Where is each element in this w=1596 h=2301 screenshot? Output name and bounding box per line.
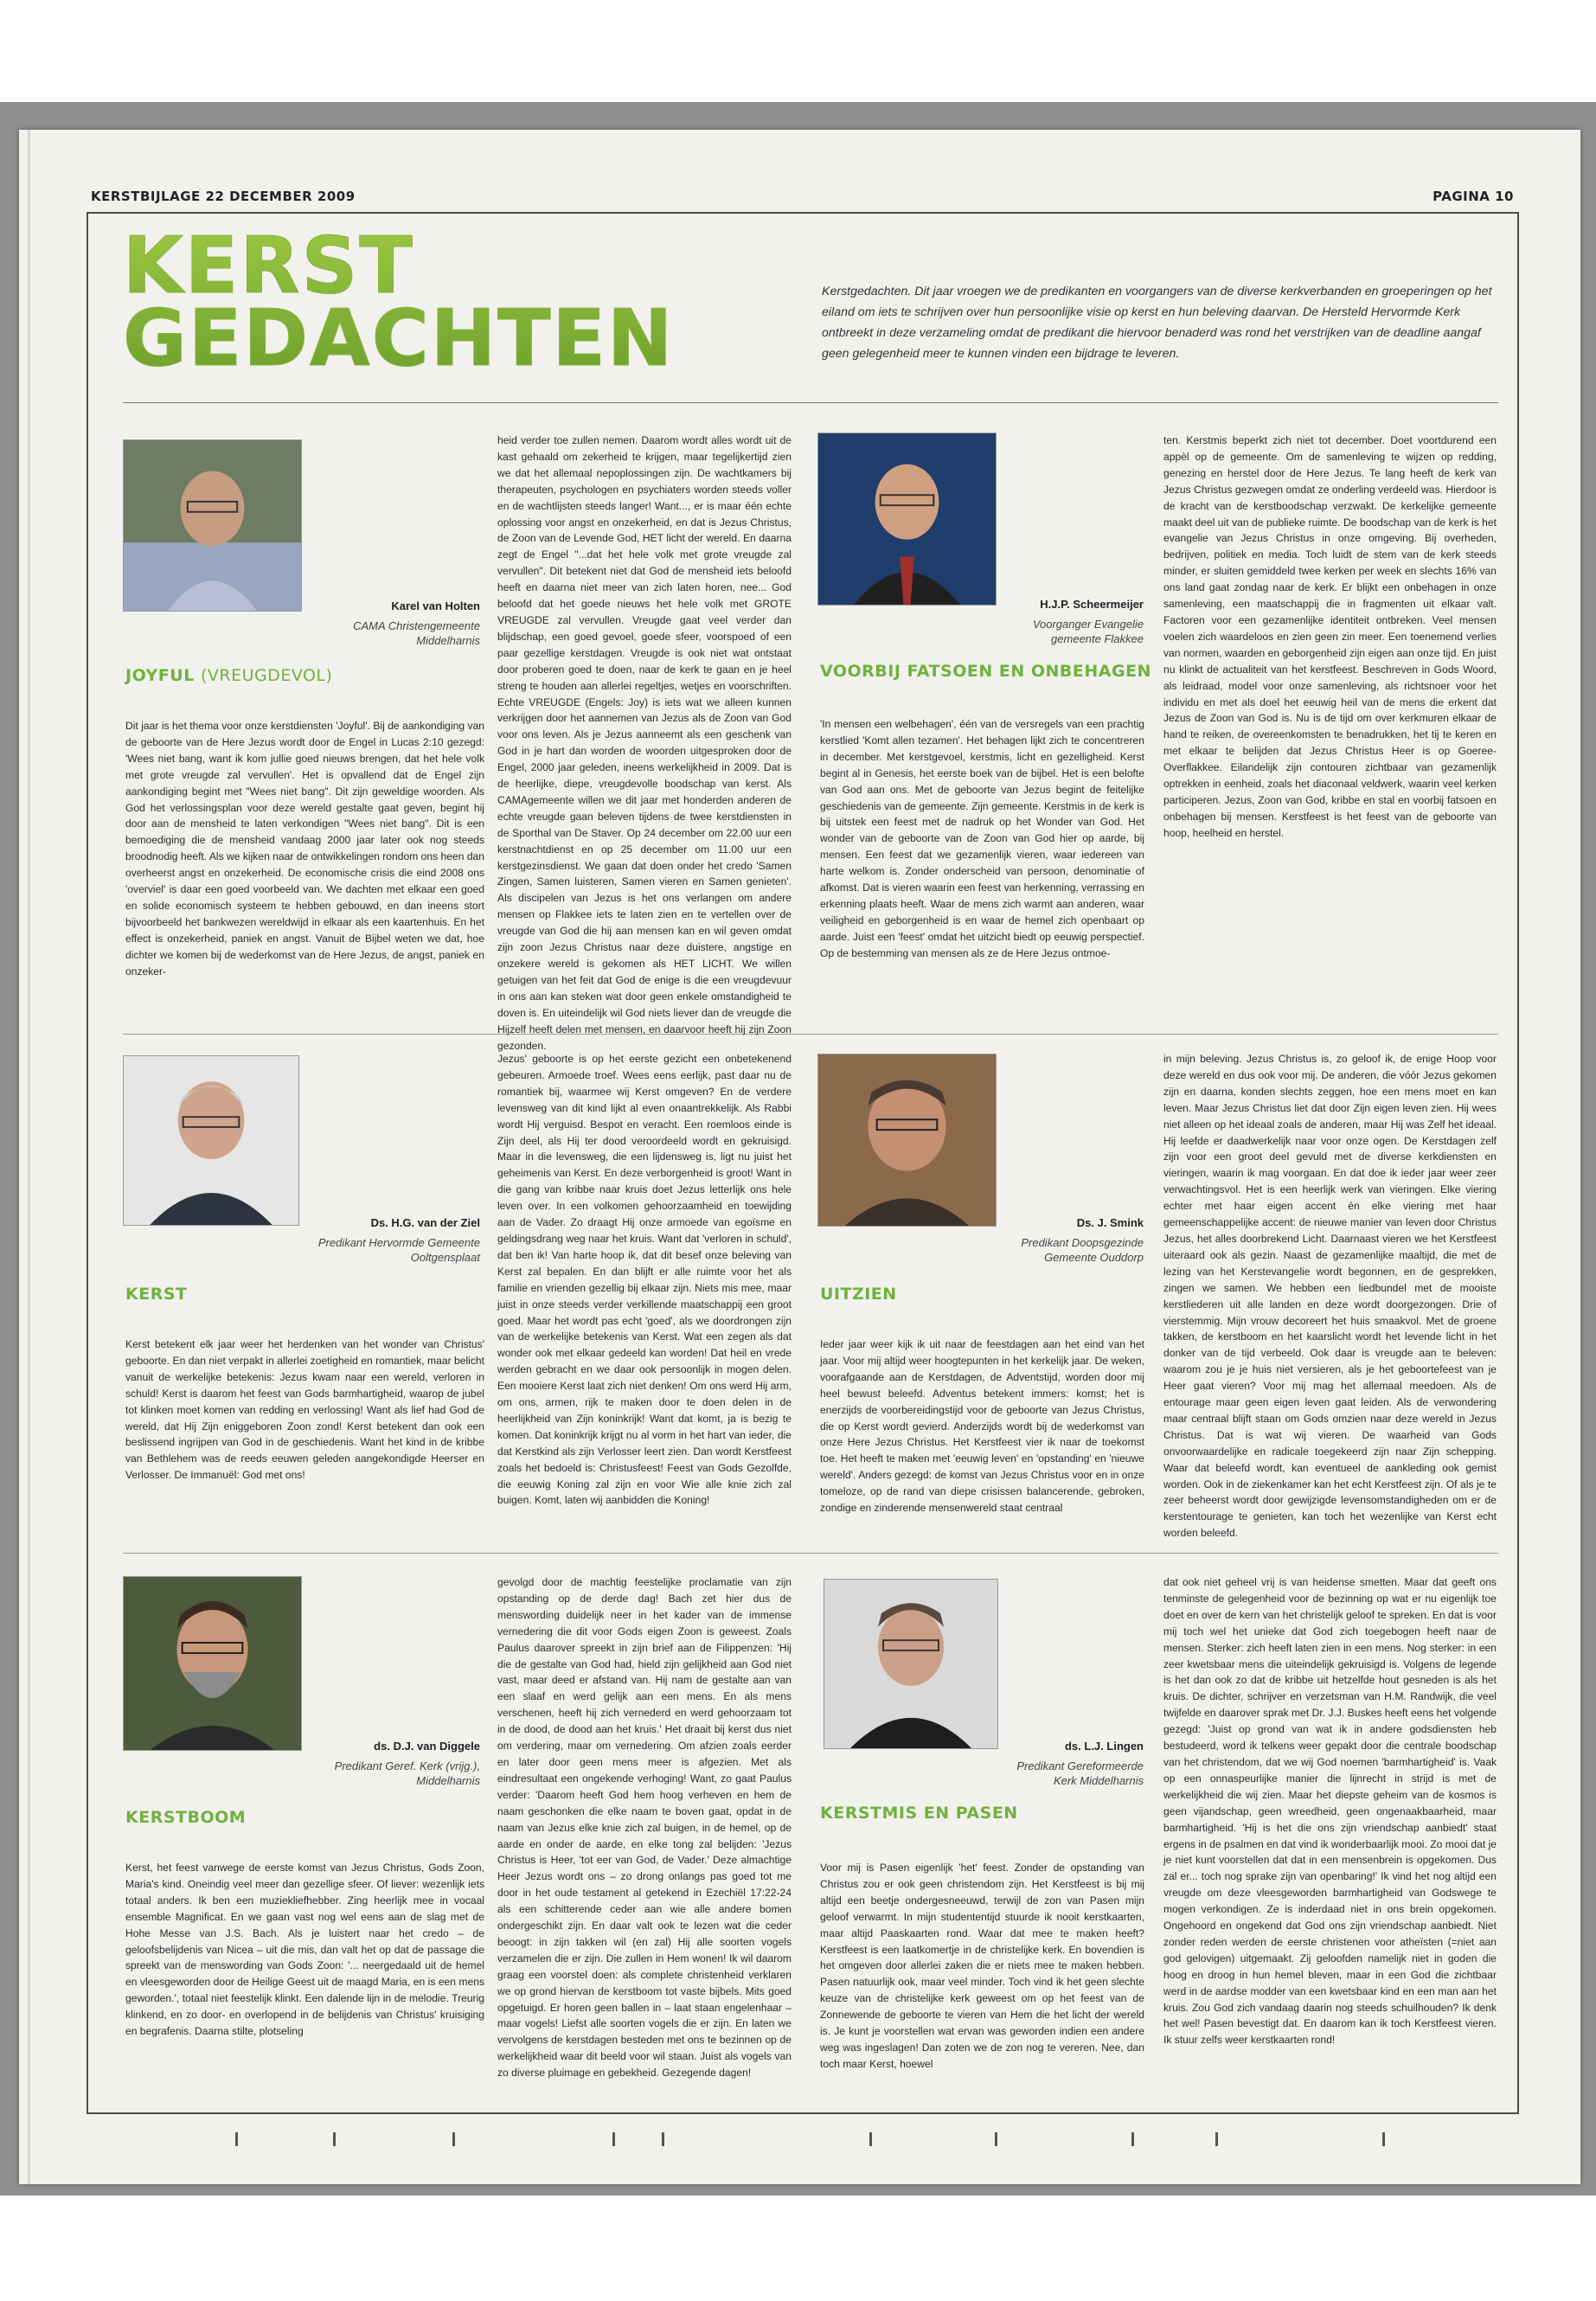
article-column-uitzien-2: in mijn beleving. Jezus Christus is, zo geloof ik, de enige Hoop voor deze wereld en dus ook voor mij. De anderen, die vóór Jezus gekomen zijn en daarna, konden slechts zeggen, hoe een mens moet en kan leven. Maar Jezus Christus liet dat door Zijn eigen leven zien. Hij wees niet alleen op het ideaal zoals de anderen, maar Hij was Zelf het ideaal. Hij leefde er daadwerkelijk naar voor onze ogen. De Kerstdagen zelf zijn voor een groot deel gevuld met de diverse kerkdiensten en vieringen, waarin ik mag voorgaan. En dat doe ik ieder jaar weer zeer verwachtingsvol. Het is een heerlijk werk van vieringen. Elke viering echter met haar eigen accent én elke viering met haar gemeenschappelijke accent: de nieuwe manier van leven door Christus Jezus, het alles doorbrekend Licht. Daarnaast vieren we het Kerstfeest uiteraard ook als gezin. Naast de gezamenlijke maaltijd, die met de lezing van het Kerstevangelie wordt begonnen, en de gesprekken, zingen we samen. We hebben een liedbundel met de mooiste kerstliederen uit alle landen en deze wordt doorgezongen. Drie of vierstemmig. Mijn vrouw decoreert het huis smaakvol. Met de groene takken, de kerstboom en het kaarslicht wordt het levende licht in het donker van de tijd verbeeld. Ook daar is vreugde aan te beleven: waarom zou je je huis niet versieren, als je het geboortefeest van je Heer gaat vieren? Voor mij mag het allemaal meedoen. Als de entourage maar geen eigen leven gaat leiden. Als de verwondering maar centraal blijft staan om Gods omzien naar deze wereld in Jezus Christus. Dat is wat wij vieren. De waarheid van Gods onvoorwaardelijke en radicale toegekeerd zijn naar Zijn schepping. Waar dat beleefd wordt, kan eventueel de aankleding ook gemist worden. Ook in de ziekenkamer kan het echt Kerstfeest zijn. Of als je te zeer beheerst wordt door gewijzigde levensomstandigheden om er de kerstentourage te genieten, kan toch het wezenlijke van Kerst echt worden beleefd. (1163, 1053, 1497, 1540)
section-heading-kerst: KERST (125, 1285, 188, 1304)
section-subtitle: (VREUGDEVOL) (200, 666, 333, 685)
section-heading-kerstmis-en-pasen: KERSTMIS EN PASEN (820, 1804, 1018, 1823)
author-name: ds. D.J. van Diggele (374, 1740, 480, 1753)
section-heading-joyful (125, 666, 332, 685)
author-role: Predikant Doopsgezinde Gemeente Ouddorp (1021, 1236, 1144, 1264)
portrait-photo-scheermeijer (817, 433, 997, 606)
article-column-kerstboom-1: Kerst, het feest vanwege de eerste komst van Jezus Christus, Gods Zoon, Maria's kind. Oneindig veel meer dan gezellige sfeer. Of liever: wezenlijk iets totaal anders. Ik ben een muziekliefhebber. Zing heerlijk mee in vocaal ensemble Magnificat. En we gaan vast nog wel eens aan de slag met de Hohe Messe van J.S. Bach. Als je luistert naar het credo – de geloofsbelijdenis van Nicea – uit die mis, dan valt het op dat de passage die spreekt van de menswording van Gods Zoon: '... neergedaald uit de hemel en vleesgeworden door de Heilige Geest uit de maagd Maria, en is een mens geworden.', totaal niet feestelijk klinkt. Een dalende lijn in de melodie. Treurig klinkend, en zo door- en overlopend in de belijdenis van Christus' kruisiging en begrafenis. Daarna stilte, plotseling (125, 1862, 484, 2038)
author-role: CAMA Christengemeente Middelharnis (353, 619, 480, 647)
author-block-karel-van-holten (311, 599, 480, 648)
article-column-fatsoen-2: ten. Kerstmis beperkt zich niet tot december. Doet voortdurend een appèl op de gemeente. Om de samenleving te wijzen op redding, genezing en herstel door de Here Jezus. Te lang heeft de kerk van Jezus Christus gezwegen omdat ze onderling verdeeld was. Hierdoor is de kracht van de kerstboodschap verzwakt. De kerkelijke gemeente maakt deel uit van de publieke ruimte. De boodschap van de kerk is het evangelie van Jezus Christus in onze omgeving. Bij overheden, bedrijven, politiek en media. Toch luidt de stem van de kerk steeds minder, er sluiten gemiddeld twee kerken per week en slechts 16% van ons land gaat zondag naar de kerk. Er blijkt een onbehagen in onze samenleving, een maatschappij die in fragmenten uit elkaar valt. Factoren voor een gezamenlijke identiteit ontbreken. Veel mensen voelen zich waardeloos en zien geen zin meer. Een toenemend verlies van normen, waarden en geborgenheid zijn eigen aan onze tijd. En juist nu klinkt de actualiteit van het kerstfeest. Beschreven in Gods Woord, als leidraad, model voor onze samenleving, als richtsnoer voor het individu en met als doel het eeuwig heil van de mens die erkent dat Jezus de Zoon van God is. Nu is de tijd om over kerkmuren elkaar de hand te reiken, de overeenkomsten te benadrukken, het tij te keren en met elkaar te belijden dat Jezus Christus Heer is op Goeree-Overflakkee. Eilandelijk zijn contouren zichtbaar van gezamenlijk optrekken in eenheid, zoals het diaconaal veldwerk, waarin veel kerken participeren. Jezus, Zoon van God, kribbe en stal en voorbij fatsoen en onbehagen bij mensen. Kerstfeest is het feest van de geboorte van hoop, heelheid en herstel. (1163, 434, 1497, 839)
article-column-uitzien-1: Ieder jaar weer kijk ik uit naar de feestdagen aan het eind van het jaar. Voor mij altijd weer hoogtepunten in het kerkelijk jaar. De weken, voorafgaande aan de Kerstdagen, de Adventstijd, worden door mij heel bewust beleefd. Adventus betekent immers: komst; het is enerzijds de voorbereidingstijd voor de geboorte van Jezus Christus, die op Kerst wordt gevierd. Anderzijds wordt bij de wederkomst van onze Here Jezus Christus. Het Kerstfeest vier ik naar de toekomst toe. Het heeft te maken met 'eeuwig leven' en 'opstanding' en 'nieuwe wereld'. Anders gezegd: de komst van Jezus Christus voor en in onze tomeloze, op de rand van diepe crisissen balancerende, gebroken, zondige en zinderende mensenwereld staat centraal (820, 1338, 1144, 1515)
author-block-smink (1003, 1215, 1144, 1265)
author-role: Predikant Geref. Kerk (vrijg.), Middelharnis (334, 1759, 480, 1787)
author-role: Predikant Hervormde Gemeente Ooltgensplaat (317, 1236, 480, 1264)
section-heading-voorbij-fatsoen: VOORBIJ FATSOEN EN ONBEHAGEN (820, 662, 1151, 681)
author-role: Voorganger Evangelie gemeente Flakkee (1032, 618, 1144, 645)
header-divider (123, 402, 1498, 403)
binding-marks (0, 2132, 1596, 2158)
portrait-photo-smink (817, 1054, 997, 1227)
author-name: Karel van Holten (391, 599, 480, 612)
author-role: Predikant Gereformeerde Kerk Middelharnis (1016, 1759, 1144, 1787)
article-column-fatsoen-1: 'In mensen een welbehagen', één van de versregels van een prachtig kerstlied 'Komt allen tezamen'. Het behagen lijkt zich te concentreren in december. Met kerstgevoel, kerstmis, licht en gezelligheid. Kerst begint al in Genesis, het eerste boek van de bijbel. Het is een belofte van God aan ons. Met de geboorte van Jezus begint de feitelijke geschiedenis van de gemeente. Zijn gemeente. Kerstmis in de kerk is bij uitstek een feest met de nadruk op het Wonder van God. Het wonder van de geboorte van de Zoon van God hier op aarde, bij mensen. Een feest dat we gezamenlijk vieren, waar iedereen van harte welkom is. Zonder onderscheid van persoon, denominatie of afkomst. Dat is vieren waarin een feest van herkenning, verrassing en erkenning plaats heeft. Waar de mens zich warmt aan anderen, waar veiligheid en geborgenheid is en waar de hemel zich openbaart op aarde. Juist een 'feest' omdat het uitzicht biedt op eeuwig perspectief. Op de bestemming van mensen als ze de Here Jezus ontmoe- (820, 718, 1144, 959)
author-name: H.J.P. Scheermeijer (1040, 598, 1144, 611)
portrait-photo-van-diggele (123, 1576, 302, 1751)
running-head (91, 189, 1514, 208)
article-column-pasen-1: Voor mij is Pasen eigenlijk 'het' feest. Zonder de opstanding van Christus zou er ook geen christendom zijn. Het Kerstfeest is bij mij altijd een beetje ondergesneeuwd, terwijl de zon van Pasen mijn geloof verwarmt. In mijn studententijd stuurde ik nooit kerstkaarten, maar altijd Paaskaarten rond. Waar dat mee te maken heeft? Kerstfeest is een laatkomertje in de christelijke kerk. En bovendien is het omgeven door allerlei zaken die er niets mee te maken hebben. Pasen natuurlijk ook, maar veel minder. Toch vind ik het geen slechte keuze van de christelijke kerk geweest om op het feest van de Zonnewende de geboorte te vieren van Hem die het licht der wereld is. Je kunt je voorstellen wat ervan was geworden indien een andere weg was ingeslagen! Dan zoten we de zon nog te vereren. Nee, dan toch maar Kerst, hoewel (820, 1862, 1144, 2070)
article-column-kerstboom-2: gevolgd door de machtig feestelijke proclamatie van zijn opstanding op de derde dag! Bach zet hier dus de menswording duidelijk neer in het kader van de immense vernedering die dit voor Gods eigen Zoon is geweest. Zoals Paulus daarover spreekt in zijn brief aan de Filippenzen: 'Hij die de gestalte van God had, hield zijn gelijkheid aan God niet vast, maar deed er afstand van. Hij nam de gestalte aan van een slaaf en werd gelijk aan een mens. En als mens verschenen, heeft hij zich vernederd en werd gehoorzaam tot in de dood, de dood aan het kruis.' Het draait bij kerst dus niet om verdering, maar om vernedering. Om afzien zoals eerder en later door geen mens meer is afgezien. Met als eindresultaat een ongekende verhoging! Want, zo gaat Paulus verder: 'Daarom heeft God hem hoog verheven en hem de naam geschonken die elke naam te boven gaat, opdat in de naam van Jezus elke knie zich zal buigen, in de hemel, op de aarde en onder de aarde, en elke tong zal belijden: 'Jezus Christus is Heer, 'tot eer van God, de Vader.' Deze almachtige Heer Jezus wordt ons – zo drong onlangs pas goed tot me door in het oude testament al getekend in Ezechiël 17:22-24 als een schitterende ceder aan wie alle andere bomen ondergeschikt zijn. En daar valt ook te lezen wat die ceder beoogt: in zijn takken wil (en zal) Hij alle soorten vogels verzamelen die er zijn. Die zullen in Hem wonen! Ik wil daarom graag een voorstel doen: als complete christenheid verklaren we op grond hiervan de kerstboom tot vaste bijbels. Mits goed opgetuigd. Er horen geen ballen in – laat staan engelenhaar – maar vogels! Liefst alle soorten vogels die er zijn. En laten we vervolgens de kerstdagen besteden met ons te bezinnen op de werkelijkheid waar dit beeld voor wil staan. Juist als vogels van zo diverse pluimage en gebekheid. Gezegende dagen! (497, 1576, 792, 2080)
article-column-pasen-2: dat ook niet geheel vrij is van heidense smetten. Maar dat geeft ons tenminste de gelegenheid voor de bezinning op wat er nu eigenlijk toe doet en over de kern van het christelijk geloof te spreken. En dat is voor mij toch wel het unieke dat God zich toegebogen heeft naar de mensen. Sterker: zich heeft laten zien in een mens. Nog sterker: in een zeer kwetsbaar mens die uiteindelijk gekruisigd is. Volgens de legende is het dan ook zo dat de kribbe uit hetzelfde hout gesneden is als het kruis. De dichter, schrijver en verzetsman van H.M. Randwijk, die veel twijfelde en daarover sprak met Dr. J.J. Buskes heeft eens het volgende gezegd: 'Juist op grond van wat ik in andere godsdiensten heb bestudeerd, word ik telkens weer gepakt door die centrale boodschap van het christendom, dat we wij God noemen 'barmhartigheid' is. Vaak op een onnaspeurlijke manier die lijnrecht in strijd is met de werkelijkheid die wij zien. Maar het diepste geheim van de kosmos is geen vijandschap, geen wreedheid, geen ongenaakbaarheid, maar barmhartigheid. 'Hij is het die ons zijn vriendschap aanbiedt' staat ergens in de psalmen en dat vind ik wonderbaarlijk mooi. Zo mooi dat je je niet kunt voorstellen dat dat in een mensenbrein is opgekomen. Dus zal er... toch nog sprake zijn van openbaring!' Ik vind het nog altijd een vreugde om deze vleesgeworden barmhartigheid van Godswege te mogen verkondigen. Ze is inderdaad niet in ons brein opgekomen. Ongehoord en ongekend dat God ons zijn vriendschap aanbiedt. Niet zonder reden werden de eerste christenen voor atheïsten (=niet aan god gelovigen) uitgemaakt. Zij geloofden namelijk niet in goden die hoog en droog in hun hemel bleven, maar in een God die zichtbaar werd in de aardse modder van een kwetsbaar kind en een man aan het kruis. Zou God zich vandaag daarin nog steeds schuilhouden? Ik denk het wel! Pasen bevestigt dat. En daarom kan ik toch Kerstfeest vieren. Ik stuur zelfs weer kerstkaarten rond! (1163, 1576, 1497, 2047)
article-column-kerst-2: Jezus' geboorte is op het eerste gezicht een onbetekenend gebeuren. Armoede troef. Wees eens eerlijk, past daar nu de romantiek bij, waarmee wij Kerst omgeven? En de verdere levensweg van dit kind lijkt al even onaantrekkelijk. Als Rabbi wordt Hij verguisd. Bespot en veracht. Een roemloos einde is Zijn deel, als Hij ter dood veroordeeld wordt en gekruisigd. Maar in die levensweg, die een lijdensweg is, ligt nu juist het geheimenis van Kerst. En deze verborgenheid is groot! Want in die gang van kribbe naar kruis doet Jezus letterlijk ons hele leven over. In een volkomen gehoorzaamheid en toewijding aan de Vader. Zo draagt Hij onze armoede van egoïsme en geldingsdrang weg naar het kruis. Want dat 'verloren in schuld', dat ben ik! Van harte hoop ik, dat dit besef onze beleving van Kerst zal bepalen. En dan blijft er alle ruimte voor het als familie en vrienden gezellig bij elkaar zijn. Niets mis mee, maar juist in onze steeds verder verkillende maatschappij een groot goed. Maar het wordt pas echt 'goed', als we doordrongen zijn van de werkelijke betekenis van Kerst. Wat een zegen als dat wonder ook met elkaar gedeeld kan worden! Dat heil en vrede werden gebracht en we daar ook persoonlijk in mogen delen. Een mooiere Kerst laat zich niet denken! Om ons werd Hij arm, om ons, armen, rijk te maken door te doen delen in de heerlijkheid van Zijn koninkrijk! Want dat komt, ja is bezig te komen. Dat koninkrijk krijgt nu al vorm in het hart van ieder, die dat Kerstkind als zijn Verlosser leert zien. Dan wordt Kerstfeest zoals het bedoeld is: Christusfeest! Feest van Gods Gezolfde, die eeuwig Koning zal zijn en voor Wie alle knie zich zal buigen. Komt, laten wij aanbidden die Koning! (497, 1053, 792, 1507)
author-block-lingen (1003, 1739, 1144, 1788)
portrait-photo-karel-van-holten (123, 439, 302, 612)
row-divider-2 (123, 1553, 1498, 1554)
section-heading-kerstboom: KERSTBOOM (125, 1808, 247, 1827)
headline-line-2: GEDACHTEN (123, 293, 675, 384)
author-block-scheermeijer (1003, 597, 1144, 646)
author-name: ds. L.J. Lingen (1064, 1740, 1144, 1753)
supplement-date: KERSTBIJLAGE 22 DECEMBER 2009 (91, 189, 356, 204)
section-heading-uitzien: UITZIEN (820, 1285, 897, 1304)
portrait-photo-lingen (824, 1579, 998, 1749)
page-number: PAGINA 10 (1433, 189, 1514, 204)
author-name: Ds. J. Smink (1076, 1216, 1144, 1229)
headline-line-1: KERST (123, 221, 414, 311)
author-block-van-diggele (311, 1739, 480, 1788)
article-column-kerst-1: Kerst betekent elk jaar weer het herdenken van het wonder van Christus' geboorte. En dan niet verpakt in allerlei zoetigheid en romantiek, maar belicht vanuit de werkelijke betekenis: Jezus kwam naar een wereld, verloren in schuld! Kerst is daarom het feest van Gods barmhartigheid, waarop de jubel tot klinken moet komen van redding en verlossing! Want als lief had God de wereld, dat Hij Zijn eniggeboren Zoon zond! Kerst betekent dan ook een beslissend ingrijpen van God in de geschiedenis. Want het kind in de kribbe van Bethlehem was de reeds eeuwen geleden aangekondigde Heerser en Verlosser. De Immanuël: God met ons! (125, 1338, 484, 1482)
section-title: JOYFUL (125, 666, 195, 685)
article-column-joyful-2: heid verder toe zullen nemen. Daarom wordt alles wordt uit de kast gehaald om zekerheid te krijgen, maar tegelijkertijd zien we dat het allemaal nepoplossingen zijn. De wachtkamers bij therapeuten, psychologen en psychiaters worden steeds voller en de wachtlijsten steeds langer! Want..., er is maar één echte oplossing voor angst en onzekerheid, en dat is Jezus Christus, de Zoon van de Levende God, HET licht der wereld. En daarna zegt de Engel "...dat het hele volk met grote vreugde zal vervullen". Dit betekent niet dat God de mensheid iets beloofd heeft en daarna niet meer van zich laten horen, nee... God beloofd dat het goede nieuws het hele volk met GROTE VREUGDE zal vervullen. Vreugde gaat veel verder dan blijdschap, een goed gevoel, goede sfeer, voorspoed of een paar gezellige kerstdagen. Vreugde is ook niet wat ontstaat door proberen goed te doen, naar de kerk te gaan en je heel streng te houden aan allerlei regeltjes, wetjes en voorschriften. Echte VREUGDE (Engels: Joy) is iets wat we alleen kunnen verkrijgen door het aannemen van Jezus als de Zoon van God voor ons leven. Als je Jezus aanneemt als een geschenk van God in je hart dan worden de woorden uitgesproken door de Engel, 2000 jaar geleden, ineens werkelijkheid in 2009. Dat is de heerlijke, diepe, vreugdevolle boodschap van kerst. Als CAMAgemeente willen we dit jaar met honderden anderen de echte vreugde gaan beleven tijdens de twee kerstdiensten in de Sporthal van De Staver. Op 24 december om 22.00 uur een kerstnachtdienst en op 25 december om 11.00 uur een kerstgezinsdienst. We gaan dat doen onder het credo 'Samen Zingen, Samen luisteren, Samen vieren en Samen genieten'. Als discipelen van Jezus is het ons verlangen om andere mensen op Flakkee iets te laten zien en te vertellen over de vreugde van God die hij aan mensen kan en wil geven omdat zijn zoon Jezus Christus naar deze duistere, angstige en onzekere wereld is gekomen als HET LICHT. We willen getuigen van het feit dat God de enige is die een vreugdevuur in ons aan kan steken wat door geen enkele omstandigheid te doven is. En uiteindelijk wil God niets liever dan de vreugde die Hijzelf heeft delen met mensen, en daarvoor heeft hij zijn Zoon gezonden. (497, 434, 792, 1052)
author-name: Ds. H.G. van der Ziel (370, 1216, 480, 1229)
row-divider-1 (123, 1034, 1498, 1035)
intro-text: Kerstgedachten. Dit jaar vroegen we de predikanten en voorgangers van de diverse kerkverbanden en groeperingen op het eiland om iets te schrijven over hun persoonlijke visie op kerst en hun beleving daarvan. De Hersteld Hervormde Kerk ontbreekt in deze verzameling omdat de predikant die hiervoor benaderd was rond het verstrijken van de deadline aangaf geen gelegenheid meer te kunnen vinden een bijdrage te leveren. (822, 285, 1492, 361)
article-column-joyful-1: Dit jaar is het thema voor onze kerstdiensten 'Joyful'. Bij de aankondiging van de geboorte van de Here Jezus wordt door de Engel in Lucas 2:10 gezegd: 'Wees niet bang, want ik kom jullie goed nieuws brengen, dat het hele volk met grote vreugde zal vervullen'. Het is opvallend dat de Engel zijn aankondiging begint met "Wees niet bang". Dit zijn geweldige woorden. Als God het verlossingsplan voor deze wereld gestalte gaat geven, begint hij door aan de mensheid te laten verkondigen "Wees niet bang". Dit is een bemoediging die de mensheid vandaag 2000 jaar later ook nog steeds broodnodig heeft. Als we kijken naar de ontwikkelingen rondom ons heen dan overheerst angst en onzekerheid. De economische crisis die eind 2008 ons 'overviel' is daar een goed voorbeeld van. We dachten met elkaar een goed en solide economisch systeem te hebben gebouwd, en dan ineens stort bijvoorbeeld het bankwezen wereldwijd in elkaar als een kaartenhuis. En het effect is onzekerheid, paniek en angst. Vanuit de Bijbel weten we dat, hoe dichter we komen bij de wederkomst van de Here Jezus, de angst, paniek en onzeker- (125, 720, 484, 977)
portrait-photo-van-der-ziel (123, 1055, 299, 1226)
page-headline (123, 221, 675, 384)
author-block-van-der-ziel (311, 1215, 480, 1265)
